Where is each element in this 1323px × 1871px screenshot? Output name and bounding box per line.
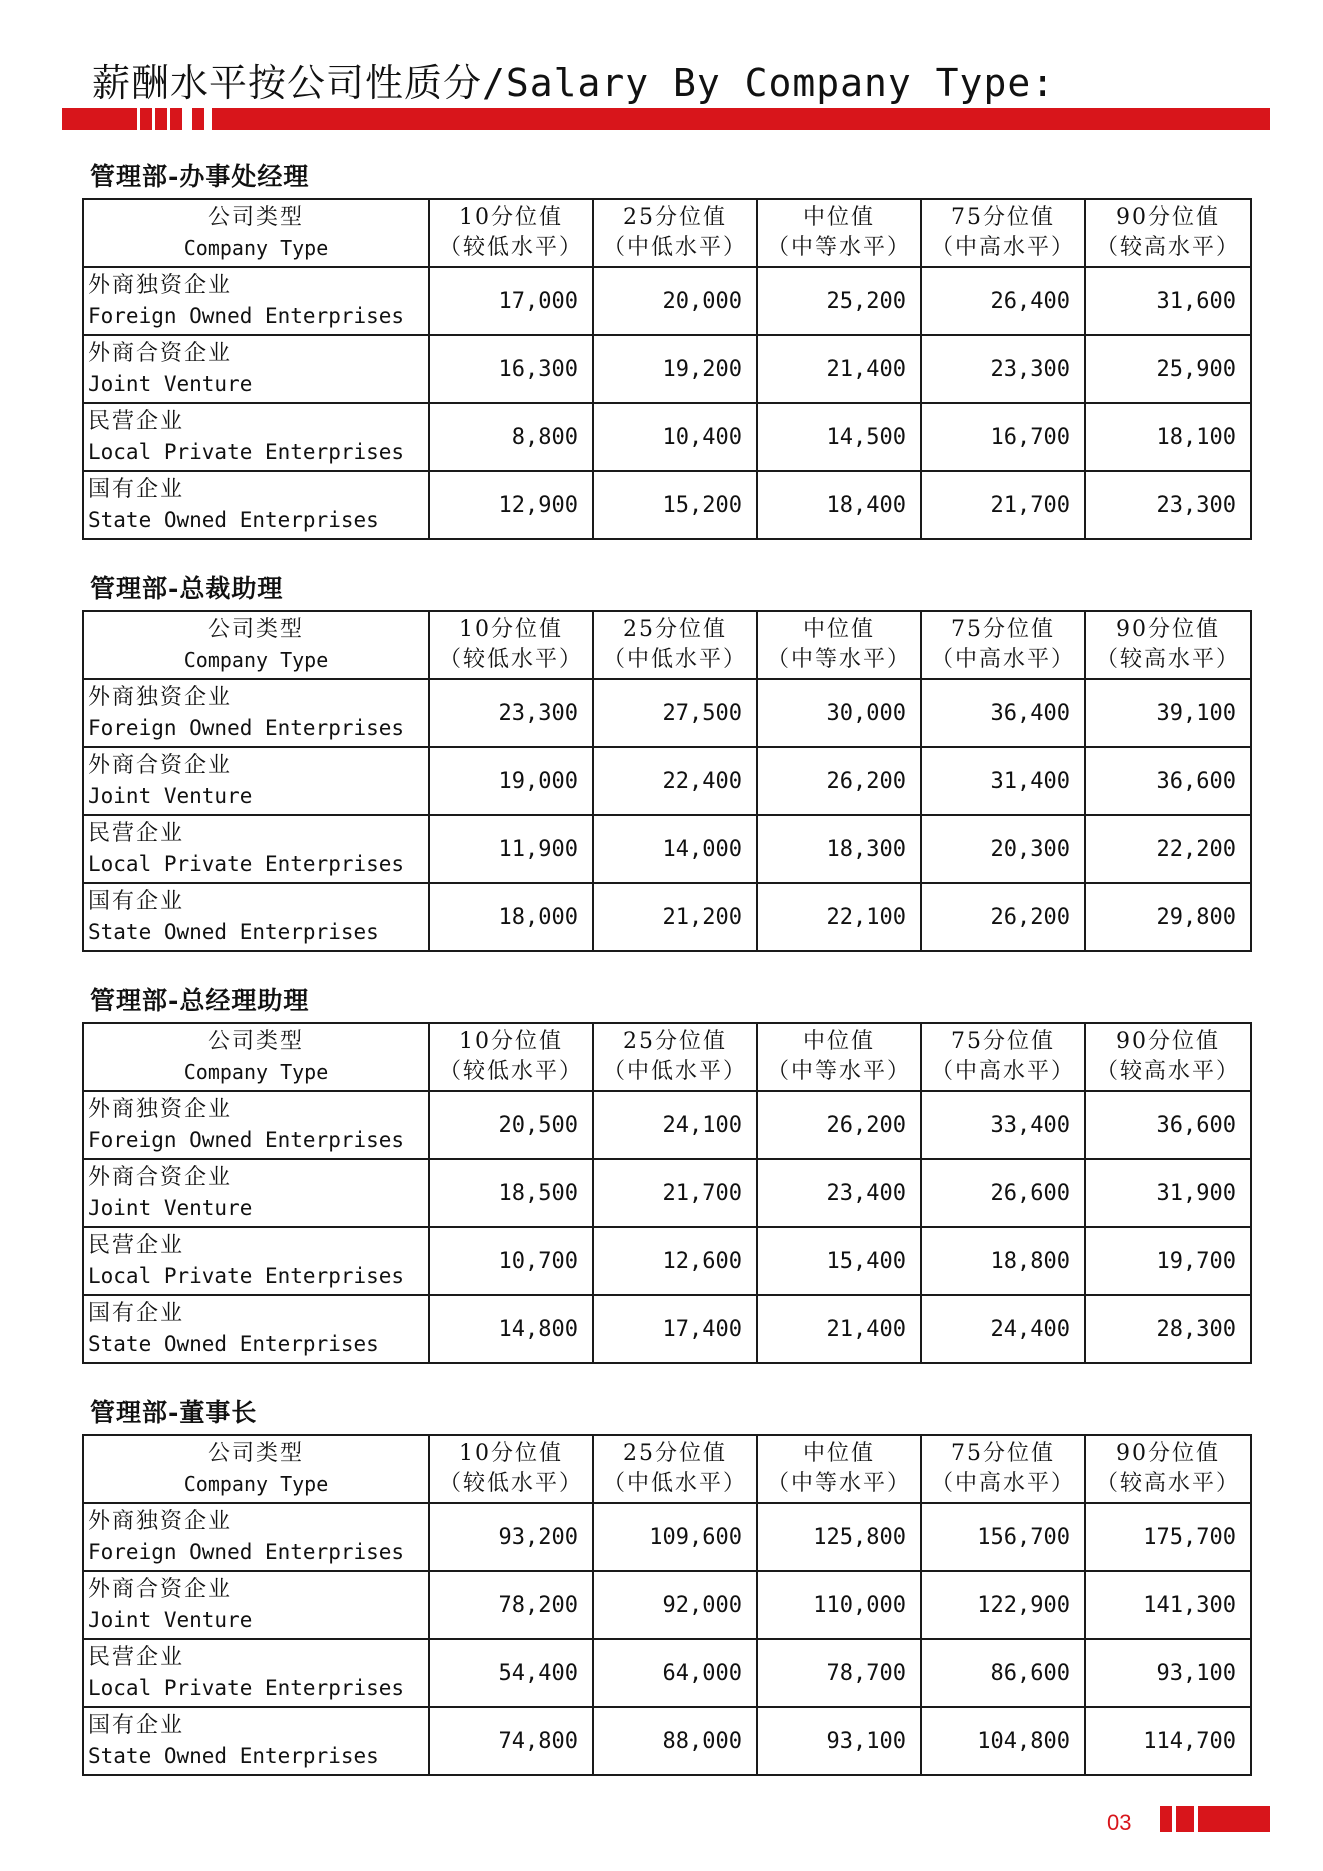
section-title: 管理部-董事长 (90, 1398, 258, 1427)
company-type-cn: 民营企业 (88, 1233, 185, 1258)
column-header (593, 611, 757, 679)
column-header-cn: 90分位值 (1116, 205, 1220, 230)
table-header-row (83, 1023, 1251, 1091)
company-type-cn: 民营企业 (88, 821, 185, 846)
column-header-sub: （中高水平） (930, 235, 1075, 260)
column-header (593, 1435, 757, 1503)
company-type-en: Foreign Owned Enterprises (88, 1540, 405, 1564)
column-header-cn: 公司类型 (207, 1441, 304, 1466)
company-type-cell (83, 335, 429, 403)
salary-value-cell: 22,200 (1085, 815, 1251, 883)
column-header-cn: 75分位值 (951, 1029, 1055, 1054)
salary-value-cell: 122,900 (921, 1571, 1085, 1639)
column-header-cn: 75分位值 (951, 617, 1055, 642)
page-title: 薪酬水平按公司性质分/Salary By Company Type: (92, 61, 1056, 105)
company-type-cell (83, 1571, 429, 1639)
company-type-cell (83, 747, 429, 815)
salary-value-cell: 14,500 (757, 403, 921, 471)
column-header-cn: 90分位值 (1116, 1441, 1220, 1466)
column-header-cn: 公司类型 (207, 617, 304, 642)
salary-value-cell: 109,600 (593, 1503, 757, 1571)
salary-value-cell: 22,400 (593, 747, 757, 815)
company-type-cn: 外商独资企业 (88, 1097, 233, 1122)
salary-value-cell: 21,700 (921, 471, 1085, 539)
column-header (83, 611, 429, 679)
company-type-en: State Owned Enterprises (88, 1332, 379, 1356)
company-type-cell (83, 1159, 429, 1227)
company-type-cn: 国有企业 (88, 477, 185, 502)
salary-value-cell: 21,400 (757, 335, 921, 403)
salary-value-cell: 78,200 (429, 1571, 593, 1639)
salary-value-cell: 14,800 (429, 1295, 593, 1363)
salary-value-cell: 26,600 (921, 1159, 1085, 1227)
column-header (757, 611, 921, 679)
table-row (83, 1503, 1251, 1571)
column-header-sub: （较低水平） (438, 1471, 583, 1496)
column-header-cn: 公司类型 (207, 1029, 304, 1054)
salary-value-cell: 15,400 (757, 1227, 921, 1295)
column-header-sub: Company Type (183, 648, 329, 672)
company-type-cn: 外商合资企业 (88, 753, 233, 778)
company-type-cell (83, 1707, 429, 1775)
salary-section (82, 570, 1250, 952)
company-type-en: State Owned Enterprises (88, 1744, 379, 1768)
column-header (1085, 611, 1251, 679)
company-type-cell (83, 1227, 429, 1295)
footer-bar-segment (1160, 1806, 1172, 1832)
header-bar-segment (212, 108, 1270, 130)
column-header (1085, 1435, 1251, 1503)
company-type-en: Joint Venture (88, 1608, 253, 1632)
column-header (83, 1435, 429, 1503)
salary-value-cell: 33,400 (921, 1091, 1085, 1159)
salary-value-cell: 18,800 (921, 1227, 1085, 1295)
salary-value-cell: 18,300 (757, 815, 921, 883)
column-header-cn: 10分位值 (459, 1029, 563, 1054)
salary-value-cell: 114,700 (1085, 1707, 1251, 1775)
company-type-cell (83, 471, 429, 539)
company-type-en: Foreign Owned Enterprises (88, 304, 405, 328)
column-header-sub: （较高水平） (1095, 1059, 1240, 1084)
salary-value-cell: 26,400 (921, 267, 1085, 335)
salary-value-cell: 18,000 (429, 883, 593, 951)
column-header-cn: 中位值 (802, 205, 875, 230)
company-type-cn: 国有企业 (88, 1713, 185, 1738)
salary-value-cell: 23,300 (1085, 471, 1251, 539)
salary-value-cell: 93,200 (429, 1503, 593, 1571)
salary-value-cell: 29,800 (1085, 883, 1251, 951)
salary-value-cell: 31,400 (921, 747, 1085, 815)
salary-value-cell: 19,200 (593, 335, 757, 403)
salary-value-cell: 20,500 (429, 1091, 593, 1159)
salary-value-cell: 16,700 (921, 403, 1085, 471)
salary-value-cell: 16,300 (429, 335, 593, 403)
salary-value-cell: 20,300 (921, 815, 1085, 883)
salary-value-cell: 19,000 (429, 747, 593, 815)
table-row (83, 1571, 1251, 1639)
salary-value-cell: 19,700 (1085, 1227, 1251, 1295)
salary-value-cell: 25,900 (1085, 335, 1251, 403)
salary-value-cell: 12,900 (429, 471, 593, 539)
column-header-sub: Company Type (183, 1060, 329, 1084)
salary-value-cell: 93,100 (757, 1707, 921, 1775)
table-row (83, 1227, 1251, 1295)
salary-value-cell: 23,400 (757, 1159, 921, 1227)
column-header-sub: （较低水平） (438, 647, 583, 672)
salary-value-cell: 26,200 (921, 883, 1085, 951)
company-type-en: Foreign Owned Enterprises (88, 716, 405, 740)
company-type-cell (83, 883, 429, 951)
company-type-en: State Owned Enterprises (88, 920, 379, 944)
salary-value-cell: 92,000 (593, 1571, 757, 1639)
table-row (83, 679, 1251, 747)
salary-value-cell: 20,000 (593, 267, 757, 335)
salary-value-cell: 11,900 (429, 815, 593, 883)
table-row (83, 1639, 1251, 1707)
column-header (921, 199, 1085, 267)
column-header (593, 199, 757, 267)
column-header (921, 1023, 1085, 1091)
column-header-cn: 10分位值 (459, 205, 563, 230)
column-header-cn: 中位值 (802, 617, 875, 642)
salary-value-cell: 12,600 (593, 1227, 757, 1295)
salary-value-cell: 24,100 (593, 1091, 757, 1159)
salary-value-cell: 21,700 (593, 1159, 757, 1227)
column-header-sub: Company Type (183, 1472, 329, 1496)
column-header-cn: 10分位值 (459, 1441, 563, 1466)
salary-table (82, 1434, 1252, 1776)
salary-value-cell: 93,100 (1085, 1639, 1251, 1707)
column-header-sub: （中等水平） (766, 1471, 911, 1496)
section-title: 管理部-办事处经理 (90, 162, 310, 191)
column-header (83, 1023, 429, 1091)
salary-value-cell: 17,000 (429, 267, 593, 335)
column-header-sub: （中等水平） (766, 235, 911, 260)
salary-value-cell: 36,600 (1085, 1091, 1251, 1159)
salary-value-cell: 31,900 (1085, 1159, 1251, 1227)
salary-value-cell: 110,000 (757, 1571, 921, 1639)
salary-table (82, 198, 1252, 540)
table-row (83, 403, 1251, 471)
column-header-sub: （中高水平） (930, 1471, 1075, 1496)
column-header-sub: （较高水平） (1095, 647, 1240, 672)
section-title: 管理部-总经理助理 (90, 986, 310, 1015)
table-row (83, 815, 1251, 883)
column-header-cn: 90分位值 (1116, 617, 1220, 642)
column-header-sub: （较高水平） (1095, 1471, 1240, 1496)
table-row (83, 471, 1251, 539)
salary-section (82, 982, 1250, 1364)
column-header (593, 1023, 757, 1091)
salary-value-cell: 18,500 (429, 1159, 593, 1227)
salary-value-cell: 78,700 (757, 1639, 921, 1707)
header-bar-segment (62, 108, 137, 130)
company-type-cell (83, 403, 429, 471)
company-type-cn: 民营企业 (88, 409, 185, 434)
column-header (921, 611, 1085, 679)
salary-value-cell: 36,600 (1085, 747, 1251, 815)
column-header (429, 1435, 593, 1503)
salary-value-cell: 10,400 (593, 403, 757, 471)
company-type-en: Local Private Enterprises (88, 1676, 405, 1700)
company-type-cn: 国有企业 (88, 889, 185, 914)
column-header-sub: （中等水平） (766, 1059, 911, 1084)
column-header-cn: 90分位值 (1116, 1029, 1220, 1054)
salary-table (82, 610, 1252, 952)
salary-section (82, 158, 1250, 540)
column-header-cn: 25分位值 (623, 1441, 727, 1466)
column-header-sub: （中低水平） (602, 235, 747, 260)
salary-value-cell: 141,300 (1085, 1571, 1251, 1639)
company-type-en: State Owned Enterprises (88, 508, 379, 532)
salary-section (82, 1394, 1250, 1776)
table-row (83, 335, 1251, 403)
footer-bar-segment (1176, 1806, 1194, 1832)
salary-value-cell: 23,300 (429, 679, 593, 747)
company-type-en: Foreign Owned Enterprises (88, 1128, 405, 1152)
header-decor-bar (62, 108, 1270, 130)
company-type-en: Joint Venture (88, 784, 253, 808)
column-header (1085, 199, 1251, 267)
salary-value-cell: 30,000 (757, 679, 921, 747)
company-type-cn: 外商独资企业 (88, 1509, 233, 1534)
salary-value-cell: 21,400 (757, 1295, 921, 1363)
table-row (83, 1091, 1251, 1159)
column-header-cn: 公司类型 (207, 205, 304, 230)
table-row (83, 267, 1251, 335)
table-row (83, 883, 1251, 951)
salary-value-cell: 26,200 (757, 1091, 921, 1159)
company-type-cell (83, 1295, 429, 1363)
company-type-en: Joint Venture (88, 372, 253, 396)
company-type-cn: 外商独资企业 (88, 685, 233, 710)
column-header-sub: （较高水平） (1095, 235, 1240, 260)
column-header-cn: 10分位值 (459, 617, 563, 642)
column-header-sub: （中高水平） (930, 1059, 1075, 1084)
table-row (83, 1159, 1251, 1227)
column-header-cn: 75分位值 (951, 1441, 1055, 1466)
salary-value-cell: 86,600 (921, 1639, 1085, 1707)
company-type-en: Local Private Enterprises (88, 440, 405, 464)
salary-value-cell: 64,000 (593, 1639, 757, 1707)
salary-value-cell: 88,000 (593, 1707, 757, 1775)
salary-value-cell: 25,200 (757, 267, 921, 335)
column-header (921, 1435, 1085, 1503)
company-type-cell (83, 679, 429, 747)
column-header-cn: 25分位值 (623, 617, 727, 642)
company-type-cn: 外商独资企业 (88, 273, 233, 298)
company-type-cn: 外商合资企业 (88, 1165, 233, 1190)
company-type-cn: 国有企业 (88, 1301, 185, 1326)
header-bar-segment (155, 108, 167, 130)
section-title: 管理部-总裁助理 (90, 574, 284, 603)
column-header-sub: （中低水平） (602, 647, 747, 672)
column-header-sub: （中低水平） (602, 1471, 747, 1496)
column-header-cn: 中位值 (802, 1441, 875, 1466)
salary-value-cell: 22,100 (757, 883, 921, 951)
salary-value-cell: 24,400 (921, 1295, 1085, 1363)
salary-value-cell: 54,400 (429, 1639, 593, 1707)
company-type-cell (83, 1503, 429, 1571)
salary-value-cell: 74,800 (429, 1707, 593, 1775)
company-type-cell (83, 267, 429, 335)
header-bar-segment (192, 108, 204, 130)
salary-value-cell: 17,400 (593, 1295, 757, 1363)
salary-value-cell: 14,000 (593, 815, 757, 883)
column-header (83, 199, 429, 267)
column-header-cn: 25分位值 (623, 205, 727, 230)
column-header-sub: （较低水平） (438, 235, 583, 260)
company-type-cn: 外商合资企业 (88, 1577, 233, 1602)
table-header-row (83, 611, 1251, 679)
column-header-sub: （中等水平） (766, 647, 911, 672)
company-type-en: Joint Venture (88, 1196, 253, 1220)
column-header-sub: （较低水平） (438, 1059, 583, 1084)
table-row (83, 747, 1251, 815)
column-header (1085, 1023, 1251, 1091)
salary-value-cell: 8,800 (429, 403, 593, 471)
salary-value-cell: 18,400 (757, 471, 921, 539)
salary-value-cell: 18,100 (1085, 403, 1251, 471)
column-header-cn: 25分位值 (623, 1029, 727, 1054)
table-header-row (83, 199, 1251, 267)
column-header (429, 611, 593, 679)
salary-value-cell: 26,200 (757, 747, 921, 815)
salary-value-cell: 10,700 (429, 1227, 593, 1295)
salary-value-cell: 36,400 (921, 679, 1085, 747)
column-header-sub: Company Type (183, 236, 329, 260)
column-header-sub: （中低水平） (602, 1059, 747, 1084)
column-header (429, 1023, 593, 1091)
column-header (757, 1435, 921, 1503)
salary-value-cell: 21,200 (593, 883, 757, 951)
page-number: 03 (1107, 1810, 1132, 1835)
salary-value-cell: 28,300 (1085, 1295, 1251, 1363)
column-header (757, 199, 921, 267)
column-header-cn: 75分位值 (951, 205, 1055, 230)
salary-value-cell: 27,500 (593, 679, 757, 747)
company-type-cell (83, 1091, 429, 1159)
salary-value-cell: 104,800 (921, 1707, 1085, 1775)
column-header-sub: （中高水平） (930, 647, 1075, 672)
company-type-en: Local Private Enterprises (88, 852, 405, 876)
company-type-cell (83, 815, 429, 883)
salary-value-cell: 39,100 (1085, 679, 1251, 747)
table-row (83, 1295, 1251, 1363)
column-header (429, 199, 593, 267)
salary-value-cell: 175,700 (1085, 1503, 1251, 1571)
salary-value-cell: 156,700 (921, 1503, 1085, 1571)
company-type-cn: 外商合资企业 (88, 341, 233, 366)
company-type-en: Local Private Enterprises (88, 1264, 405, 1288)
salary-value-cell: 15,200 (593, 471, 757, 539)
salary-value-cell: 125,800 (757, 1503, 921, 1571)
salary-value-cell: 31,600 (1085, 267, 1251, 335)
company-type-cell (83, 1639, 429, 1707)
footer-bar-segment (1198, 1806, 1270, 1832)
header-bar-segment (170, 108, 182, 130)
table-row (83, 1707, 1251, 1775)
salary-value-cell: 23,300 (921, 335, 1085, 403)
column-header-cn: 中位值 (802, 1029, 875, 1054)
salary-table (82, 1022, 1252, 1364)
column-header (757, 1023, 921, 1091)
table-header-row (83, 1435, 1251, 1503)
header-bar-segment (140, 108, 152, 130)
company-type-cn: 民营企业 (88, 1645, 185, 1670)
